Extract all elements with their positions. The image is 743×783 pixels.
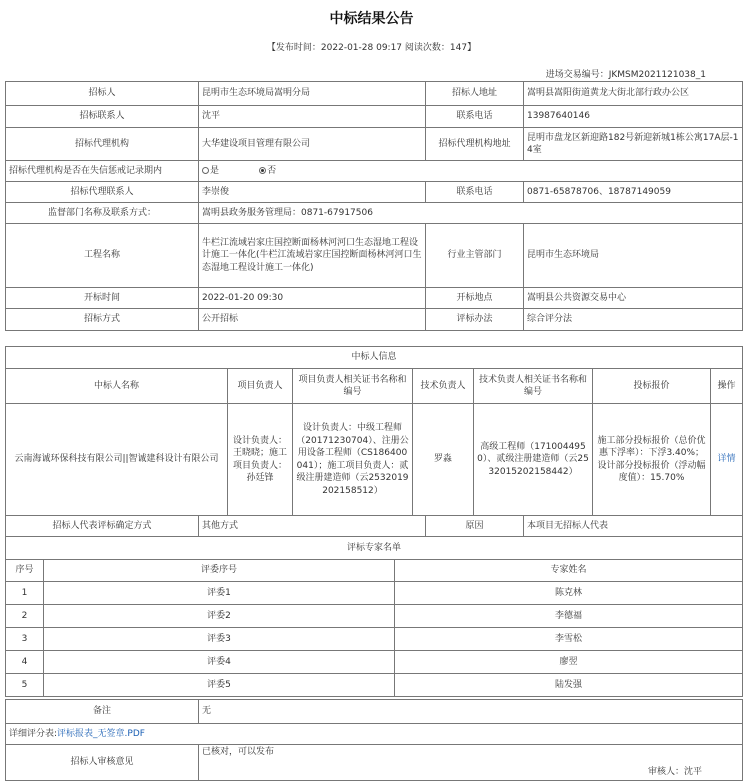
winner-header-name: 中标人名称 xyxy=(6,369,228,404)
reason-label: 原因 xyxy=(426,516,524,537)
expert-name: 李雪松 xyxy=(395,628,743,651)
agency-addr-value: 昆明市盘龙区新迎路182号新迎新城1栋公寓17A层-14室 xyxy=(524,128,743,161)
phone2-value: 0871-65878706、18787149059 xyxy=(524,182,743,203)
expert-seq: 评委3 xyxy=(44,628,395,651)
remark-value: 无 xyxy=(199,700,743,724)
radio-no-label: 否 xyxy=(267,165,277,176)
tenderer-value: 昆明市生态环境局嵩明分局 xyxy=(199,82,426,106)
project-value: 牛栏江流域岩家庄国控断面杨林河河口生态湿地工程设计施工一体化(牛栏江流域岩家庄国控断面杨林河河口生态湿地工程设计施工一体化) xyxy=(199,224,426,288)
reason-value: 本项目无招标人代表 xyxy=(524,516,743,537)
experts-header-seq: 评委序号 xyxy=(44,560,395,582)
rep-label: 招标人代表评标确定方式 xyxy=(6,516,199,537)
contact-label: 招标联系人 xyxy=(6,106,199,128)
table-row xyxy=(6,628,743,651)
experts-header-no: 序号 xyxy=(6,560,44,582)
expert-no: 3 xyxy=(6,628,44,651)
tenderer-label: 招标人 xyxy=(6,82,199,106)
expert-seq: 评委4 xyxy=(44,651,395,674)
open-place-label: 开标地点 xyxy=(426,288,524,309)
rep-value: 其他方式 xyxy=(199,516,426,537)
winner-name: 云南海诚环保科技有限公司||智诚建科设计有限公司 xyxy=(6,404,228,516)
winner-price: 施工部分投标报价（总价优惠下浮率）：下浮3.40%；设计部分投标报价（浮动幅度值）：15.70% xyxy=(593,404,711,516)
rep-table xyxy=(5,515,743,537)
winner-tech: 罗淼 xyxy=(413,404,474,516)
method-label: 招标方式 xyxy=(6,309,199,331)
table-row xyxy=(6,674,743,697)
tenderer-addr-value: 嵩明县嵩阳街道黄龙大街北部行政办公区 xyxy=(524,82,743,106)
expert-name: 陆发强 xyxy=(395,674,743,697)
expert-name: 廖翌 xyxy=(395,651,743,674)
agent-contact-label: 招标代理联系人 xyxy=(6,182,199,203)
reviewer-prefix: 审核人： xyxy=(647,766,684,777)
open-time-label: 开标时间 xyxy=(6,288,199,309)
project-label: 工程名称 xyxy=(6,224,199,288)
expert-seq: 评委5 xyxy=(44,674,395,697)
winner-table xyxy=(5,346,743,516)
winner-section-title: 中标人信息 xyxy=(6,347,743,369)
industry-value: 昆明市生态环境局 xyxy=(524,224,743,288)
eval-value: 综合评分法 xyxy=(524,309,743,331)
radio-no-icon[interactable] xyxy=(259,167,266,174)
table-row xyxy=(6,651,743,674)
phone-label: 联系电话 xyxy=(426,106,524,128)
expert-no: 1 xyxy=(6,582,44,605)
expert-no: 2 xyxy=(6,605,44,628)
agency-addr-label: 招标代理机构地址 xyxy=(426,128,524,161)
tenderer-addr-label: 招标人地址 xyxy=(426,82,524,106)
industry-label: 行业主管部门 xyxy=(426,224,524,288)
expert-seq: 评委2 xyxy=(44,605,395,628)
reviewer-name: 沈平 xyxy=(683,766,702,777)
review-label: 招标人审核意见 xyxy=(6,745,199,781)
table-row xyxy=(6,582,743,605)
expert-name: 李德福 xyxy=(395,605,743,628)
radio-yes-label: 是 xyxy=(210,165,220,176)
reviewer xyxy=(648,766,702,779)
phone-value: 13987640146 xyxy=(524,106,743,128)
agency-value: 大华建设项目管理有限公司 xyxy=(199,128,426,161)
experts-section-title: 评标专家名单 xyxy=(6,537,743,560)
contact-value: 沈平 xyxy=(199,106,426,128)
winner-header-tech-cert: 技术负责人相关证书名称和编号 xyxy=(474,369,593,404)
detail-file-link[interactable]: 评标报表_无签章.PDF xyxy=(57,728,145,739)
publish-meta: 【发布时间：2022-01-28 09:17 阅读次数：147】 xyxy=(266,43,477,53)
radio-yes-icon[interactable] xyxy=(202,167,209,174)
supervise-label: 监督部门名称及联系方式： xyxy=(6,203,199,224)
review-cell xyxy=(199,745,743,781)
detail-row xyxy=(6,724,743,745)
credit-options xyxy=(199,161,743,182)
open-place-value: 嵩明县公共资源交易中心 xyxy=(524,288,743,309)
page-title: 中标结果公告 xyxy=(329,11,414,27)
expert-no: 5 xyxy=(6,674,44,697)
open-time-value: 2022-01-20 09:30 xyxy=(199,288,426,309)
experts-header-name: 专家姓名 xyxy=(395,560,743,582)
winner-header-action: 操作 xyxy=(711,369,743,404)
winner-header-pm: 项目负责人 xyxy=(228,369,293,404)
winner-pm: 设计负责人：王晓晓；施工项目负责人：孙廷锋 xyxy=(228,404,293,516)
winner-detail-link[interactable]: 详情 xyxy=(711,404,743,516)
expert-seq: 评委1 xyxy=(44,582,395,605)
agent-contact-value: 李崇俊 xyxy=(199,182,426,203)
expert-name: 陈克林 xyxy=(395,582,743,605)
basic-info-table xyxy=(5,81,743,331)
winner-header-pm-cert: 项目负责人相关证书名称和编号 xyxy=(293,369,413,404)
winner-pm-cert: 设计负责人：中级工程师（20171230704）、注册公用设备工程师（CS186400041）；施工项目负责人：贰级注册建造师（云2532019202158512） xyxy=(293,404,413,516)
table-row xyxy=(6,605,743,628)
supervise-value: 嵩明县政务服务管理局：0871-67917506 xyxy=(199,203,743,224)
expert-no: 4 xyxy=(6,651,44,674)
credit-label: 招标代理机构是否在失信惩戒记录期内 xyxy=(6,161,199,182)
experts-table xyxy=(5,536,743,697)
phone2-label: 联系电话 xyxy=(426,182,524,203)
method-value: 公开招标 xyxy=(199,309,426,331)
review-value: 已核对，可以发布 xyxy=(202,747,275,757)
winner-header-price: 投标报价 xyxy=(593,369,711,404)
footer-table xyxy=(5,699,743,781)
remark-label: 备注 xyxy=(6,700,199,724)
winner-tech-cert: 高级工程师（1710044950）、贰级注册建造师（云2532015202158442） xyxy=(474,404,593,516)
winner-header-tech: 技术负责人 xyxy=(413,369,474,404)
eval-label: 评标办法 xyxy=(426,309,524,331)
agency-label: 招标代理机构 xyxy=(6,128,199,161)
trade-code: 进场交易编号：JKMSM2021121038_1 xyxy=(545,70,706,80)
detail-prefix: 详细评分表: xyxy=(9,728,58,739)
